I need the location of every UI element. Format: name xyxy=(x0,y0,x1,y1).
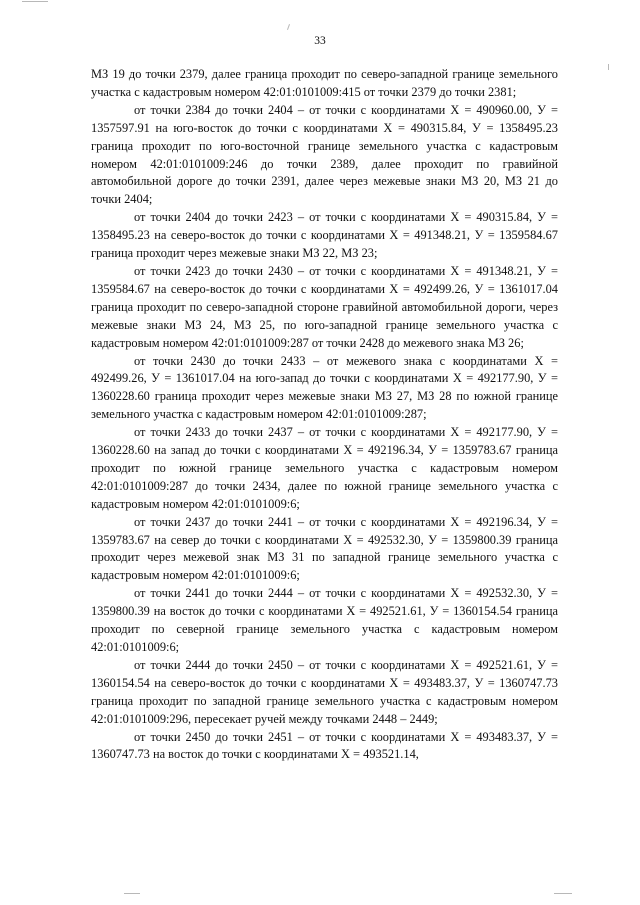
paragraph: от точки 2423 до точки 2430 – от точки с координатами Х = 491348.21, У = 1359584.67 на северо-восток до точки с координатами Х = 492499.26, У = 1361017.04 граница проходит по северо-западной стороне гравийной автомобильной дороги, через межевые знаки МЗ 24, МЗ 25, по юго-западной границе земельного участка с кадастровым номером 42:01:0101009:287 от точки 2428 до межевого знака МЗ 26; xyxy=(91,263,558,350)
paragraph: от точки 2430 до точки 2433 – от межевого знака с координатами Х = 492499.26, У = 1361017.04 на юго-запад до точки с координатами Х = 492177.90, У = 1360228.60 граница проходит через межевые знаки МЗ 27, МЗ 28 по южной границе земельного участка с кадастровым номером 42:01:0101009:287; xyxy=(91,353,558,422)
paragraph: от точки 2450 до точки 2451 – от точки с координатами Х = 493483.37, У = 1360747.73 на восток до точки с координатами Х = 493521.14, xyxy=(91,729,558,762)
paragraph: от точки 2384 до точки 2404 – от точки с координатами Х = 490960.00, У = 1357597.91 на юго-восток до точки с координатами Х = 490315.84, У = 1358495.23 граница проходит по юго-восточной границе земельного участка с кадастровым номером 42:01:0101009:246 до точки 2389, далее проходит по гравийной автомобильной дороге до точки 2391, далее через межевые знаки МЗ 20, МЗ 21 до точки 2404; xyxy=(91,102,558,207)
scan-artifact xyxy=(22,1,48,2)
paragraph: от точки 2433 до точки 2437 – от точки с координатами Х = 492177.90, У = 1360228.60 на запад до точки с координатами Х = 492196.34, У = 1359783.67 граница проходит по южной границе земельного участка с кадастровым номером 42:01:0101009:287 до точки 2434, далее по южной границе земельного участка с кадастровым номером 42:01:0101009:6; xyxy=(91,425,558,511)
scan-artifact xyxy=(287,24,290,30)
document-body xyxy=(91,66,558,764)
paragraph: от точки 2444 до точки 2450 – от точки с координатами Х = 492521.61, У = 1360154.54 на северо-восток до точки с координатами Х = 493483.37, У = 1360747.73 граница проходит по западной границе земельного участка с кадастровым номером 42:01:0101009:296, пересекает ручей между точками 2448 – 2449; xyxy=(91,657,558,726)
paragraph: от точки 2404 до точки 2423 – от точки с координатами Х = 490315.84, У = 1358495.23 на северо-восток до точки с координатами Х = 491348.21, У = 1359584.67 граница проходит через межевые знаки МЗ 22, МЗ 23; xyxy=(91,210,558,261)
scan-artifact xyxy=(124,893,140,894)
scan-artifact xyxy=(608,64,609,70)
paragraph: от точки 2441 до точки 2444 – от точки с координатами Х = 492532.30, У = 1359800.39 на восток до точки с координатами Х = 492521.61, У = 1360154.54 граница проходит по северной границе земельного участка с кадастровым номером 42:01:0101009:6; xyxy=(91,586,558,654)
scan-artifact xyxy=(554,893,572,894)
paragraph: от точки 2437 до точки 2441 – от точки с координатами Х = 492196.34, У = 1359783.67 на север до точки с координатами Х = 492532.30, У = 1359800.39 граница проходит через межевой знак МЗ 31 по западной границе земельного участка с кадастровым номером 42:01:0101009:6; xyxy=(91,514,558,583)
paragraph-continuation: МЗ 19 до точки 2379, далее граница проходит по северо-западной границе земельного участка с кадастровым номером 42:01:0101009:415 от точки 2379 до точки 2381; xyxy=(91,67,558,99)
page-number: 33 xyxy=(314,35,326,47)
